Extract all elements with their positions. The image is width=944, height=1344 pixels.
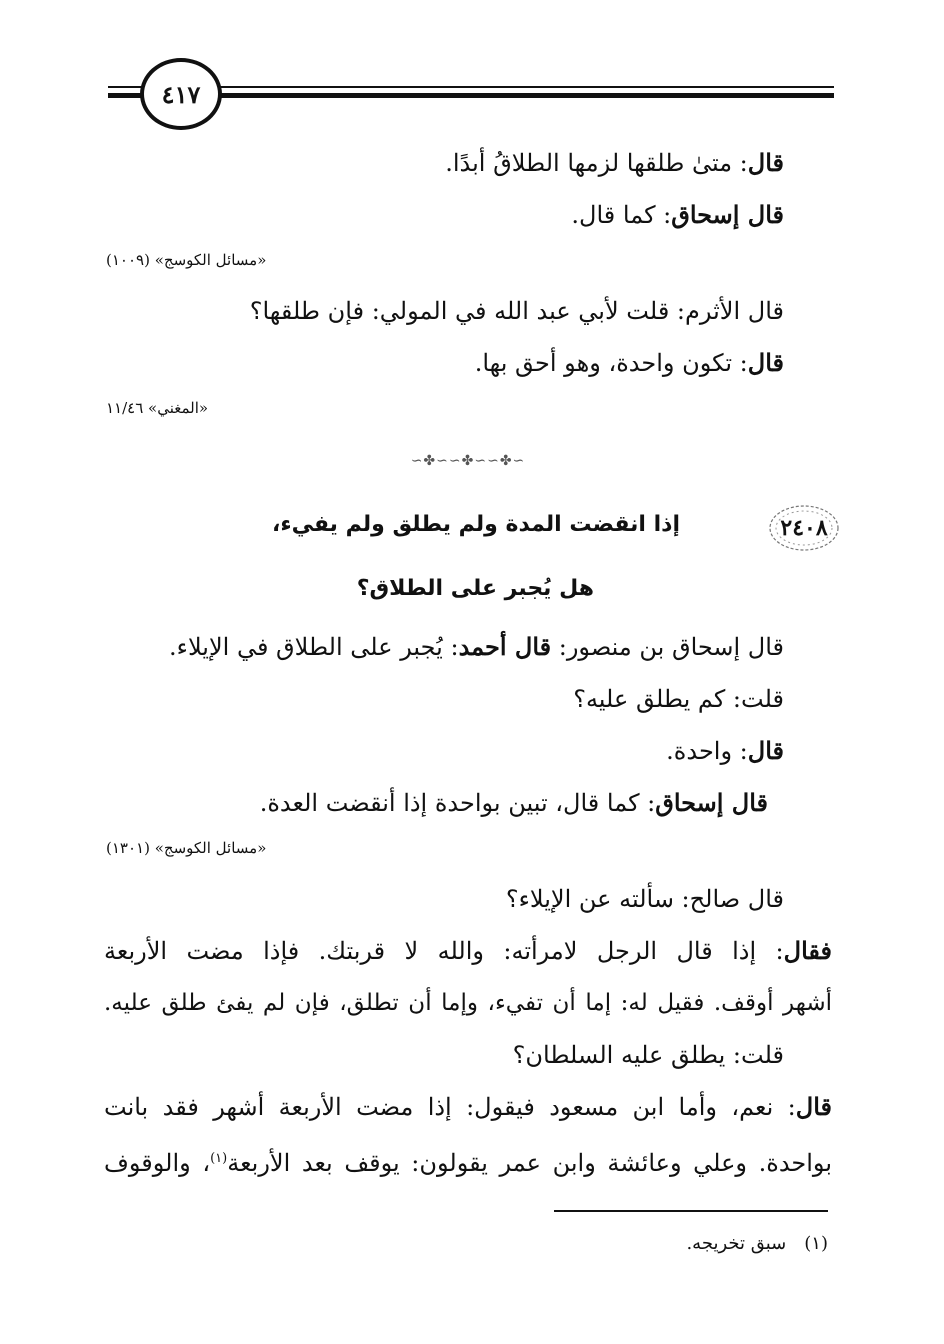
- text-line: [260, 786, 768, 820]
- text-line: [571, 198, 784, 232]
- page-number: ٤١٧: [161, 79, 201, 109]
- line-text: : متىٰ طلقها لزمها الطلاقُ أبدًا.: [445, 149, 748, 177]
- speaker-label: قال: [747, 148, 784, 177]
- speaker-label: قال: [795, 1092, 832, 1121]
- text-line: [104, 934, 832, 968]
- text-line: [169, 630, 784, 664]
- section-title-line-2: هل يُجبر على الطلاق؟: [356, 576, 594, 601]
- speaker-label: قال: [747, 348, 784, 377]
- text-line: [445, 146, 784, 180]
- speaker-label: قال إسحاق: [671, 200, 784, 229]
- text-line: [666, 734, 784, 768]
- footnote-number: (١): [804, 1233, 828, 1254]
- text-line: [475, 346, 784, 380]
- footnote: [686, 1233, 828, 1254]
- line-text: بواحدة. وعلي وعائشة وابن عمر يقولون: يوقف بعد الأربعة: [227, 1149, 832, 1177]
- speaker-label: قال أحمد: [458, 632, 552, 661]
- line-text: : تكون واحدة، وهو أحق بها.: [474, 349, 748, 377]
- source-citation: «المغني» ١١/٤٦: [106, 399, 209, 417]
- section-title-line-1: إذا انقضت المدة ولم يطلق ولم يفيء،: [271, 512, 680, 537]
- text-line: قال صالح: سألته عن الإيلاء؟: [505, 885, 784, 913]
- section-number: ٢٤٠٨: [780, 515, 828, 541]
- text-line: قال الأثرم: قلت لأبي عبد الله في المولي: فإن طلقها؟: [249, 297, 784, 325]
- speaker-label: قال إسحاق: [655, 788, 768, 817]
- page-number-badge: [140, 58, 222, 130]
- line-text: : كما قال، تبين بواحدة إذا أنقضت العدة.: [259, 789, 656, 817]
- speaker-label: فقال: [783, 936, 832, 965]
- text-line: أشهر أوقف. فقيل له: إما أن تفيء، وإما أن تطلق، فإن لم يفئ طلق عليه.: [104, 990, 832, 1016]
- line-text: : كما قال.: [571, 201, 672, 229]
- footnote-rule: [554, 1210, 828, 1212]
- ornament-divider: ∽✤∽∽✤∽∽✤∽: [410, 453, 526, 469]
- line-text: : يُجبر على الطلاق في الإيلاء.: [169, 633, 459, 661]
- line-text: : نعم، وأما ابن مسعود فيقول: إذا مضت الأربعة أشهر فقد بانت: [104, 1093, 796, 1121]
- source-citation: «مسائل الكوسج» (١٣٠١): [106, 839, 267, 857]
- section-number-badge: [768, 504, 840, 552]
- source-citation: «مسائل الكوسج» (١٠٠٩): [106, 251, 267, 269]
- text-line: قلت: كم يطلق عليه؟: [573, 685, 784, 713]
- footnote-text: سبق تخريجه.: [686, 1233, 787, 1254]
- line-text: : إذا قال الرجل لامرأته: والله لا قربتك. فإذا مضت الأربعة: [104, 937, 784, 965]
- line-text: ، والوقوف: [104, 1149, 211, 1177]
- text-line: [104, 1090, 832, 1124]
- footnote-marker: (١): [210, 1151, 228, 1166]
- line-text: : واحدة.: [666, 737, 748, 765]
- speaker-label: قال: [747, 736, 784, 765]
- line-text: قال إسحاق بن منصور:: [551, 633, 784, 661]
- text-line: قلت: يطلق عليه السلطان؟: [512, 1041, 784, 1069]
- text-line: [104, 1142, 832, 1180]
